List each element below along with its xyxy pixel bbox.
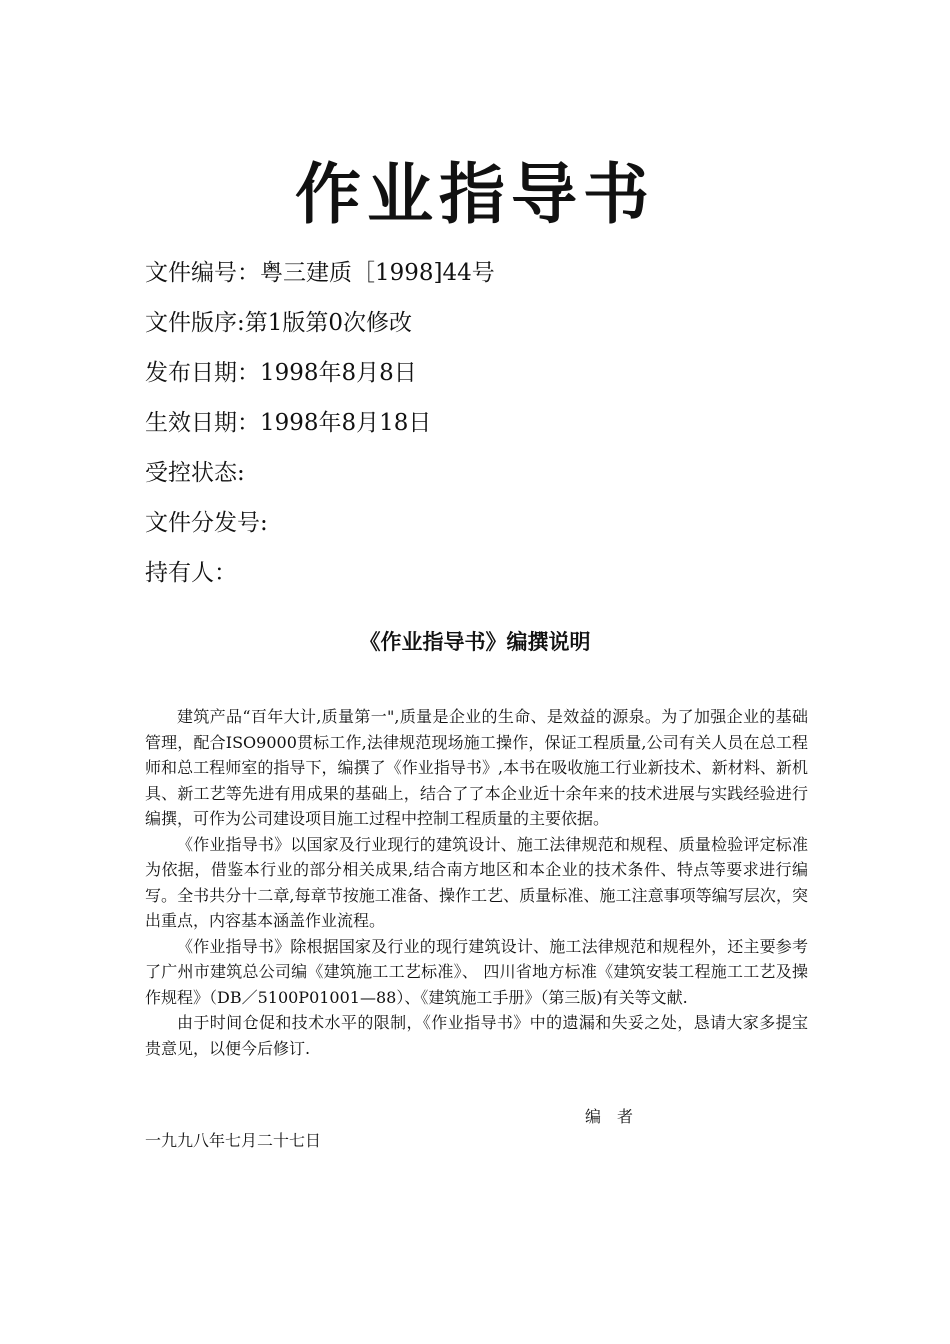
- document-date: 一九九八年七月二十七日: [145, 1131, 322, 1150]
- meta-distribution-number: 文件分发号:: [145, 510, 268, 536]
- document-title: 作业指导书: [295, 156, 655, 233]
- meta-effective-date: 生效日期：1998年8月18日: [145, 410, 432, 436]
- meta-file-number: 文件编号：粤三建质［1998]44号: [145, 260, 495, 286]
- meta-file-version: 文件版序:第1版第0次修改: [145, 310, 413, 336]
- section-title: 《作业指导书》编撰说明: [359, 629, 591, 654]
- preface-paragraph: 建筑产品“百年大计,质量第一",质量是企业的生命、是效益的源泉。为了加强企业的基础管理，配合ISO9000贯标工作,法律规范现场施工操作，保证工程质量,公司有关人员在总工程师和总工程师室的指导下，编撰了《作业指导书》,本书在吸收施工行业新技术、新材料、新机具、新工艺等先进有用成果的基础上，结合了了本企业近十余年来的技术进展与实践经验进行编撰，可作为公司建设项目施工过程中控制工程质量的主要依据。: [145, 707, 808, 828]
- preface-paragraph: 由于时间仓促和技术水平的限制，《作业指导书》中的遗漏和失妥之处，恳请大家多提宝贵意见，以便今后修订.: [145, 1013, 808, 1058]
- document-meta-list: [145, 248, 495, 598]
- meta-release-date: 发布日期：1998年8月8日: [145, 360, 417, 386]
- preface-body: [145, 704, 808, 1061]
- preface-paragraph: 《作业指导书》除根据国家及行业的现行建筑设计、施工法律规范和规程外，还主要参考了广州市建筑总公司编《建筑施工工艺标准》、 四川省地方标准《建筑安装工程施工工艺及操作规程》（DB／5100P01001—88）、《建筑施工手册》（第三版)有关等文献.: [145, 936, 808, 1007]
- meta-control-status: 受控状态:: [145, 460, 245, 486]
- meta-holder: 持有人：: [145, 560, 237, 586]
- preface-paragraph: 《作业指导书》以国家及行业现行的建筑设计、施工法律规范和规程、质量检验评定标准为依据，借鉴本行业的部分相关成果,结合南方地区和本企业的技术条件、特点等要求进行编写。全书共分十二章,每章节按施工准备、操作工艺、质量标准、施工注意事项等编写层次，突出重点，内容基本涵盖作业流程。: [145, 834, 808, 930]
- editor-signature: 编 者: [585, 1107, 634, 1126]
